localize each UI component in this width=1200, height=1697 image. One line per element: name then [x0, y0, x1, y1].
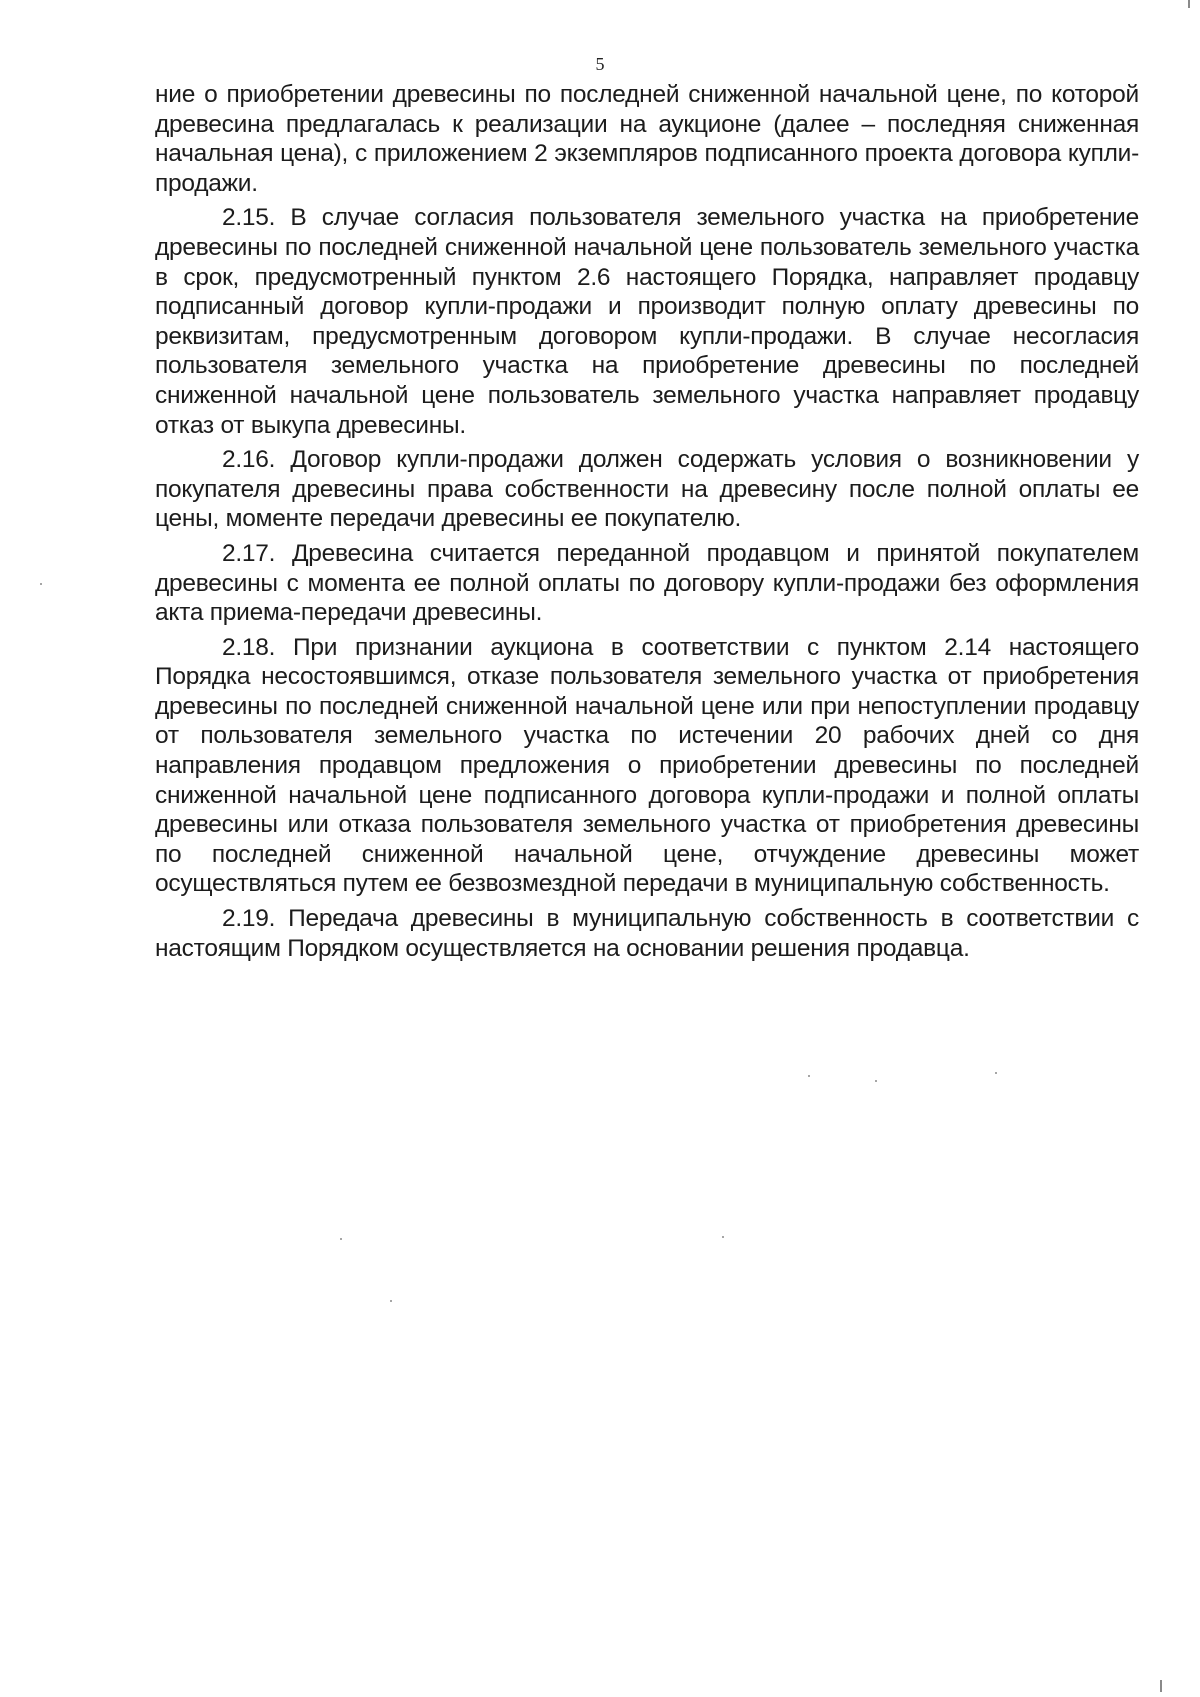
- scan-speck: [722, 1236, 724, 1238]
- paragraph-clause-2-18: 2.18. При признании аукциона в соответствии с пунктом 2.14 настоящего Порядка несостоявшимся, отказе пользователя земельного участка от приобретения древесины по последней сниженной начальной цене или при непоступлении продавцу от пользователя земельного участка по истечении 20 рабочих дней со дня направления продавцом предложения о приобретении древесины по последней сниженной начальной цене подписанного договора купли-продажи и полной оплаты древесины или отказа пользователя земельного участка от приобретения древесины по последней сниженной начальной цене, отчуждение древесины может осуществляться путем ее безвозмездной передачи в муниципальную собственность.: [155, 633, 1139, 898]
- document-body: [155, 80, 1139, 968]
- scan-speck: [1160, 1680, 1162, 1692]
- paragraph-clause-2-15: 2.15. В случае согласия пользователя земельного участка на приобретение древесины по последней сниженной начальной цене пользователь земельного участка в срок, предусмотренный пунктом 2.6 настоящего Порядка, направляет продавцу подписанный договор купли-продажи и производит полную оплату древесины по реквизитам, предусмотренным договором купли-продажи. В случае несогласия пользователя земельного участка на приобретение древесины по последней сниженной начальной цене пользователь земельного участка направляет продавцу отказ от выкупа древесины.: [155, 204, 1139, 439]
- scan-speck: [40, 583, 42, 585]
- page-number: 5: [595, 54, 605, 74]
- paragraph-clause-2-16: 2.16. Договор купли-продажи должен содержать условия о возникновении у покупателя древесины права собственности на древесину после полной оплаты ее цены, моменте передачи древесины ее покупателю.: [155, 446, 1139, 533]
- scan-speck: [340, 1238, 342, 1240]
- scan-speck: [808, 1075, 810, 1077]
- paragraph-clause-2-17: 2.17. Древесина считается переданной продавцом и принятой покупателем древесины с момента ее полной оплаты по договору купли-продажи без оформления акта приема-передачи древесины.: [155, 539, 1139, 627]
- scan-speck: [875, 1080, 877, 1082]
- scan-speck: [390, 1300, 392, 1302]
- scan-speck: [1188, 0, 1190, 8]
- paragraph-clause-2-19: 2.19. Передача древесины в муниципальную собственность в соответствии с настоящим Порядком осуществляется на основании решения продавца.: [155, 905, 1139, 962]
- paragraph-continuation: ние о приобретении древесины по последней сниженной начальной цене, по которой древесина предлагалась к реализации на аукционе (далее – последняя сниженная начальная цена), с приложением 2 экземпляров подписанного проекта договора купли-продажи.: [155, 81, 1139, 197]
- scan-speck: [995, 1072, 997, 1074]
